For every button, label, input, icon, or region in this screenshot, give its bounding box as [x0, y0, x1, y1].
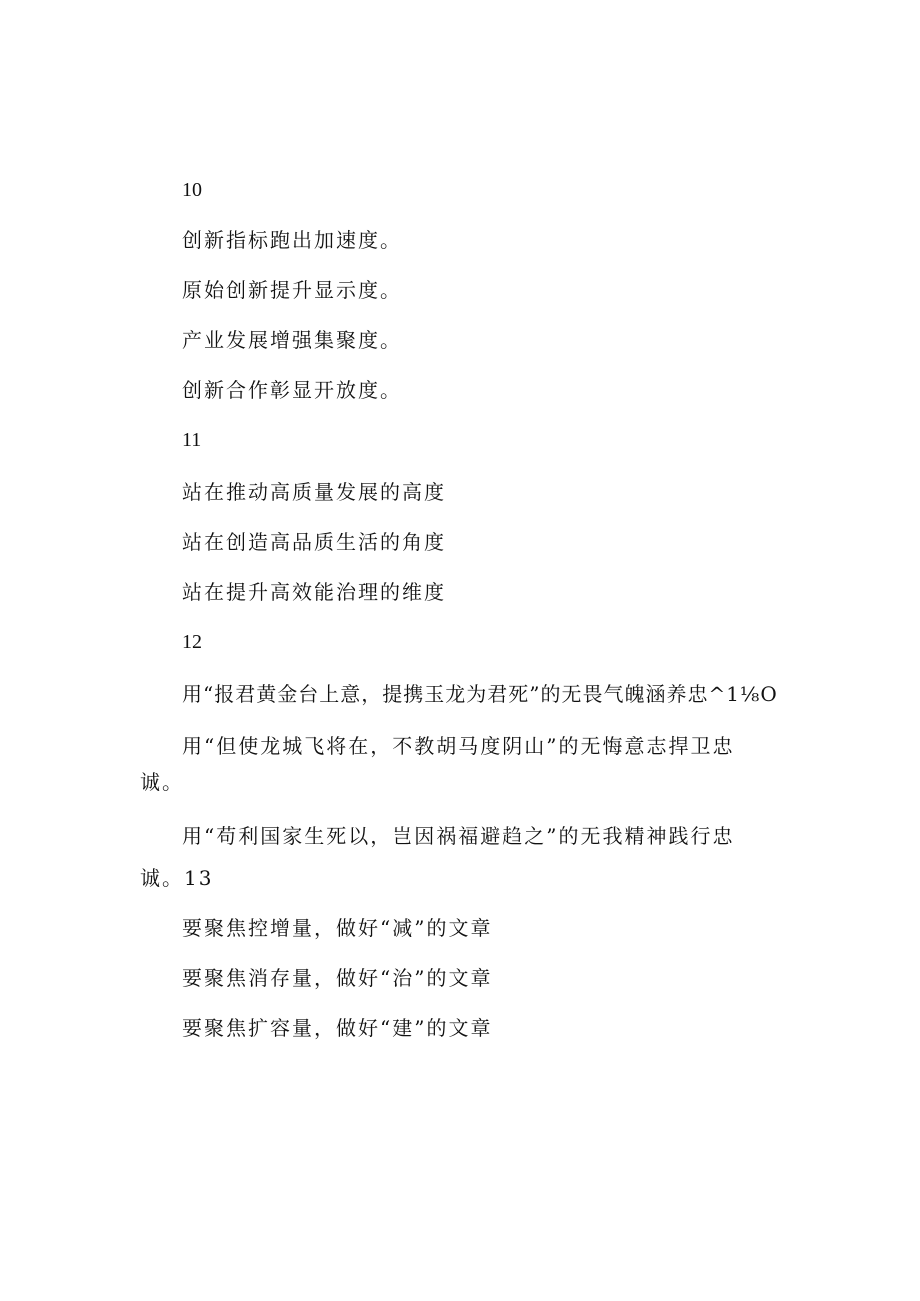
- section-number-12: 12: [182, 631, 202, 653]
- text-line-continuation: 诚。: [140, 770, 184, 794]
- text-line: 原始创新提升显示度。: [182, 278, 402, 302]
- text-line-continuation: 诚。13: [140, 866, 214, 890]
- text-line: 创新指标跑出加速度。: [182, 228, 402, 252]
- text-line: 要聚焦控增量，做好“减”的文章: [182, 916, 493, 940]
- text-line: 站在提升高效能治理的维度: [182, 580, 446, 604]
- text-line: 用“但使龙城飞将在，不教胡马度阴山”的无悔意志捍卫忠: [182, 734, 735, 758]
- text-line: 用“苟利国家生死以，岂因祸福避趋之”的无我精神践行忠: [182, 824, 735, 848]
- text-line: 要聚焦扩容量，做好“建”的文章: [182, 1016, 493, 1040]
- text-line: 用“报君黄金台上意，提携玉龙为君死”的无畏气魄涵养忠^1⅛O: [182, 682, 778, 706]
- text-line: 要聚焦消存量，做好“治”的文章: [182, 966, 493, 990]
- text-line: 站在推动高质量发展的高度: [182, 480, 446, 504]
- section-number-11: 11: [182, 429, 202, 451]
- text-line: 创新合作彰显开放度。: [182, 378, 402, 402]
- section-number-10: 10: [182, 179, 202, 201]
- text-line: 产业发展增强集聚度。: [182, 328, 402, 352]
- text-line: 站在创造高品质生活的角度: [182, 530, 446, 554]
